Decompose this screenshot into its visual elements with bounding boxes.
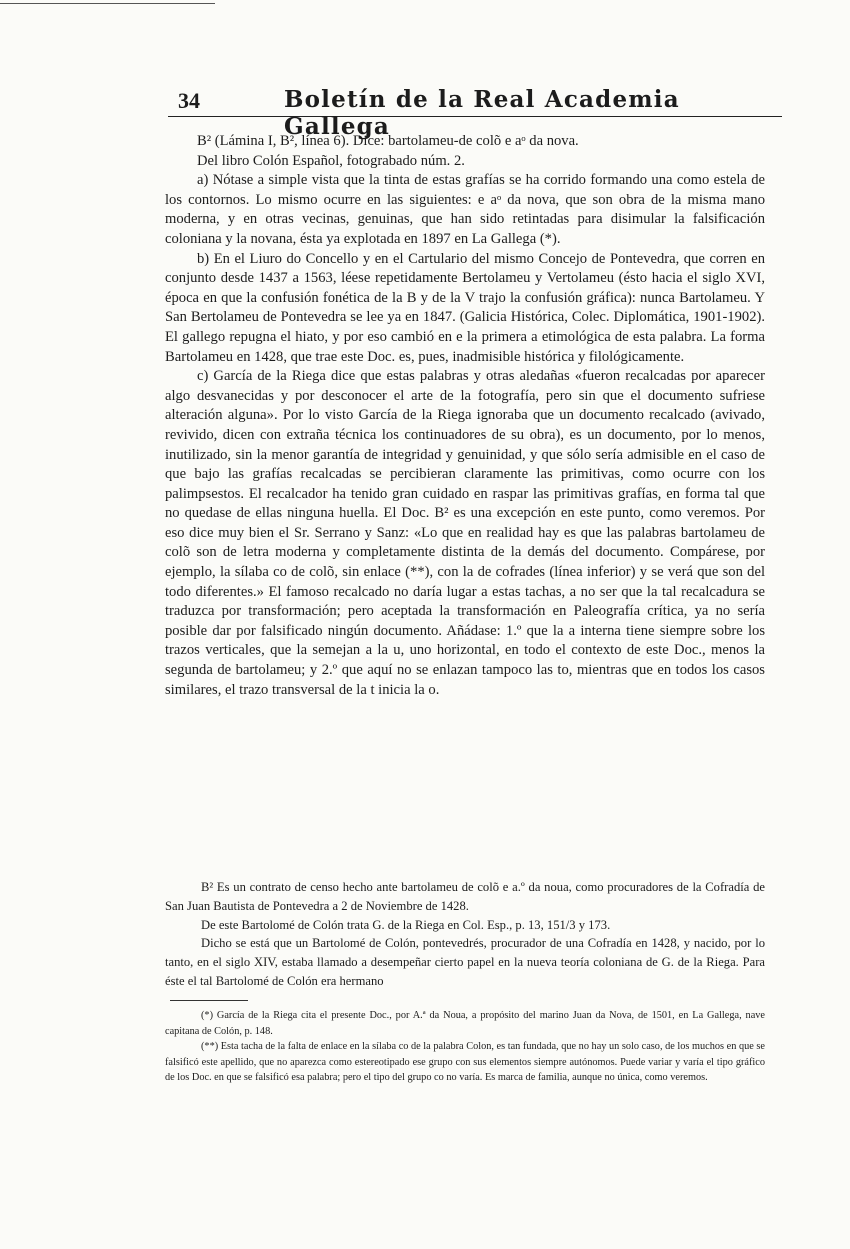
paragraph: c) García de la Riega dice que estas palabras y otras aledañas «fueron recalcadas por aparecer algo desvanecidas y por desconocer el arte de la fotografía, pero sin que el documento sufriese alteración alguna». Por lo visto García de la Riega ignoraba que un documento recalcado (avivado, revivido, dicen con extraña técnica los continuadores de su obra), es un documento, por lo menos, inutilizado, sin la menor garantía de integridad y genuinidad, y que sólo sería admisible en el caso de que bajo las grafías recalcadas se percibieran claramente las primitivas, como ocurre con los palimpsestos. El recalcador ha tenido gran cuidado en raspar las primitivas grafías, en forma tal que no quedase de ellas ninguna huella. El Doc. B² es una excepción en este punto, como veremos. Por eso dice muy bien el Sr. Serrano y Sanz: «Lo que en realidad hay es que las palabras bartolameu de colõ son de letra moderna y completamente distinta de la demás del documento. Compárese, por ejemplo, la sílaba co de colõ, sin enlace (**), con la de cofrades (línea inferior) y se verá que son del todo diferentes.» El famoso recalcado no daría lugar a estas tachas, a no ser que la tal recalcadura se traduzca por transformación; pero aceptada la transformación en Paleografía crítica, ya no sería posible dar por falsificado ningún documento. Añádase: 1.º que la a interna tiene siempre sobre los trazos verticales, que la semejan a la u, uno horizontal, en todo el contexto de este Doc., menos la segunda de bartolameu; y 2.º que aquí no se enlazan tampoco las to, mientras que en todos los casos similares, el trazo transversal de la t inicia la o.	[165, 368, 765, 698]
footnote-rule	[170, 1000, 248, 1001]
running-title: Boletín de la Real Academia Gallega	[284, 86, 680, 140]
note-paragraph: Dicho se está que un Bartolomé de Colón, pontevedrés, procurador de una Cofradía en 1428, y nacido, por lo tanto, en el siglo XIV, estaba llamado a desempeñar cierto papel en la nueva teoría coloniana de G. de la Riega. Para éste el tal Bartolomé de Colón era hermano	[165, 936, 765, 988]
note-paragraph: De este Bartolomé de Colón trata G. de la Riega en Col. Esp., p. 13, 151/3 y 173.	[201, 917, 611, 932]
page-number: 34	[178, 88, 200, 113]
scan-edge-line	[0, 3, 215, 4]
paragraph: a) Nótase a simple vista que la tinta de estas grafías se ha corrido formando una como estela de los contornos. Lo mismo ocurre en las siguientes: e aᵒ da nova, que son obra de la misma mano moderna, y en otras vecinas, genuinas, que han sido retintadas para disimular la falsificación coloniana y la novana, ésta ya explotada en 1897 en La Gallega (*).	[165, 172, 765, 247]
page-header	[168, 82, 782, 140]
footnotes	[165, 1008, 765, 1086]
note-section	[165, 878, 765, 991]
paragraph: b) En el Liuro do Concello y en el Cartulario del mismo Concejo de Pontevedra, que corren en conjunto desde 1437 a 1563, léese repetidamente Bertolameu y Vertolameu (ésto hacia el siglo XVI, época en que la confusión fonética de la B y de la V trajo la confusión gráfica): nunca Bartolameu. Y San Bertolameu de Pontevedra se lee ya en 1847. (Galicia Histórica, Colec. Diplomática, 1901-1902). El gallego repugna el hiato, y por eso cambió en e la primera a etimológica de esta palabra. La forma Bartolameu en 1428, que trae este Doc. es, pues, inadmisible histórica y filológicamente.	[165, 250, 765, 365]
footnote: (*) García de la Riega cita el presente Doc., por A.ª da Noua, a propósito del marino Juan da Nova, de 1501, en La Gallega, nave capitana de Colón, p. 148.	[165, 1010, 765, 1037]
note-paragraph: B² Es un contrato de censo hecho ante bartolameu de colõ e a.º da noua, como procuradores de la Cofradía de San Juan Bautista de Pontevedra a 2 de Noviembre de 1428.	[165, 880, 765, 913]
paragraph: B² (Lámina I, B², línea 6). Dice: bartolameu-de colõ e aᵒ da nova.	[197, 133, 579, 149]
footnote: (**) Esta tacha de la falta de enlace en la sílaba co de la palabra Colon, es tan fundada, que no hay un solo caso, de los muchos en que se falsificó este apellido, que no aparezca como estereotipado ese grupo con sus elementos siempre autónomos. Puede variar y varía el tipo gráfico de los Doc. en que se falsificó esa palabra; pero el tipo del grupo co no varía. Es marca de familia, aunque no única, como veremos.	[165, 1041, 765, 1084]
paragraph: Del libro Colón Español, fotograbado núm. 2.	[197, 152, 465, 169]
main-text	[165, 132, 765, 700]
